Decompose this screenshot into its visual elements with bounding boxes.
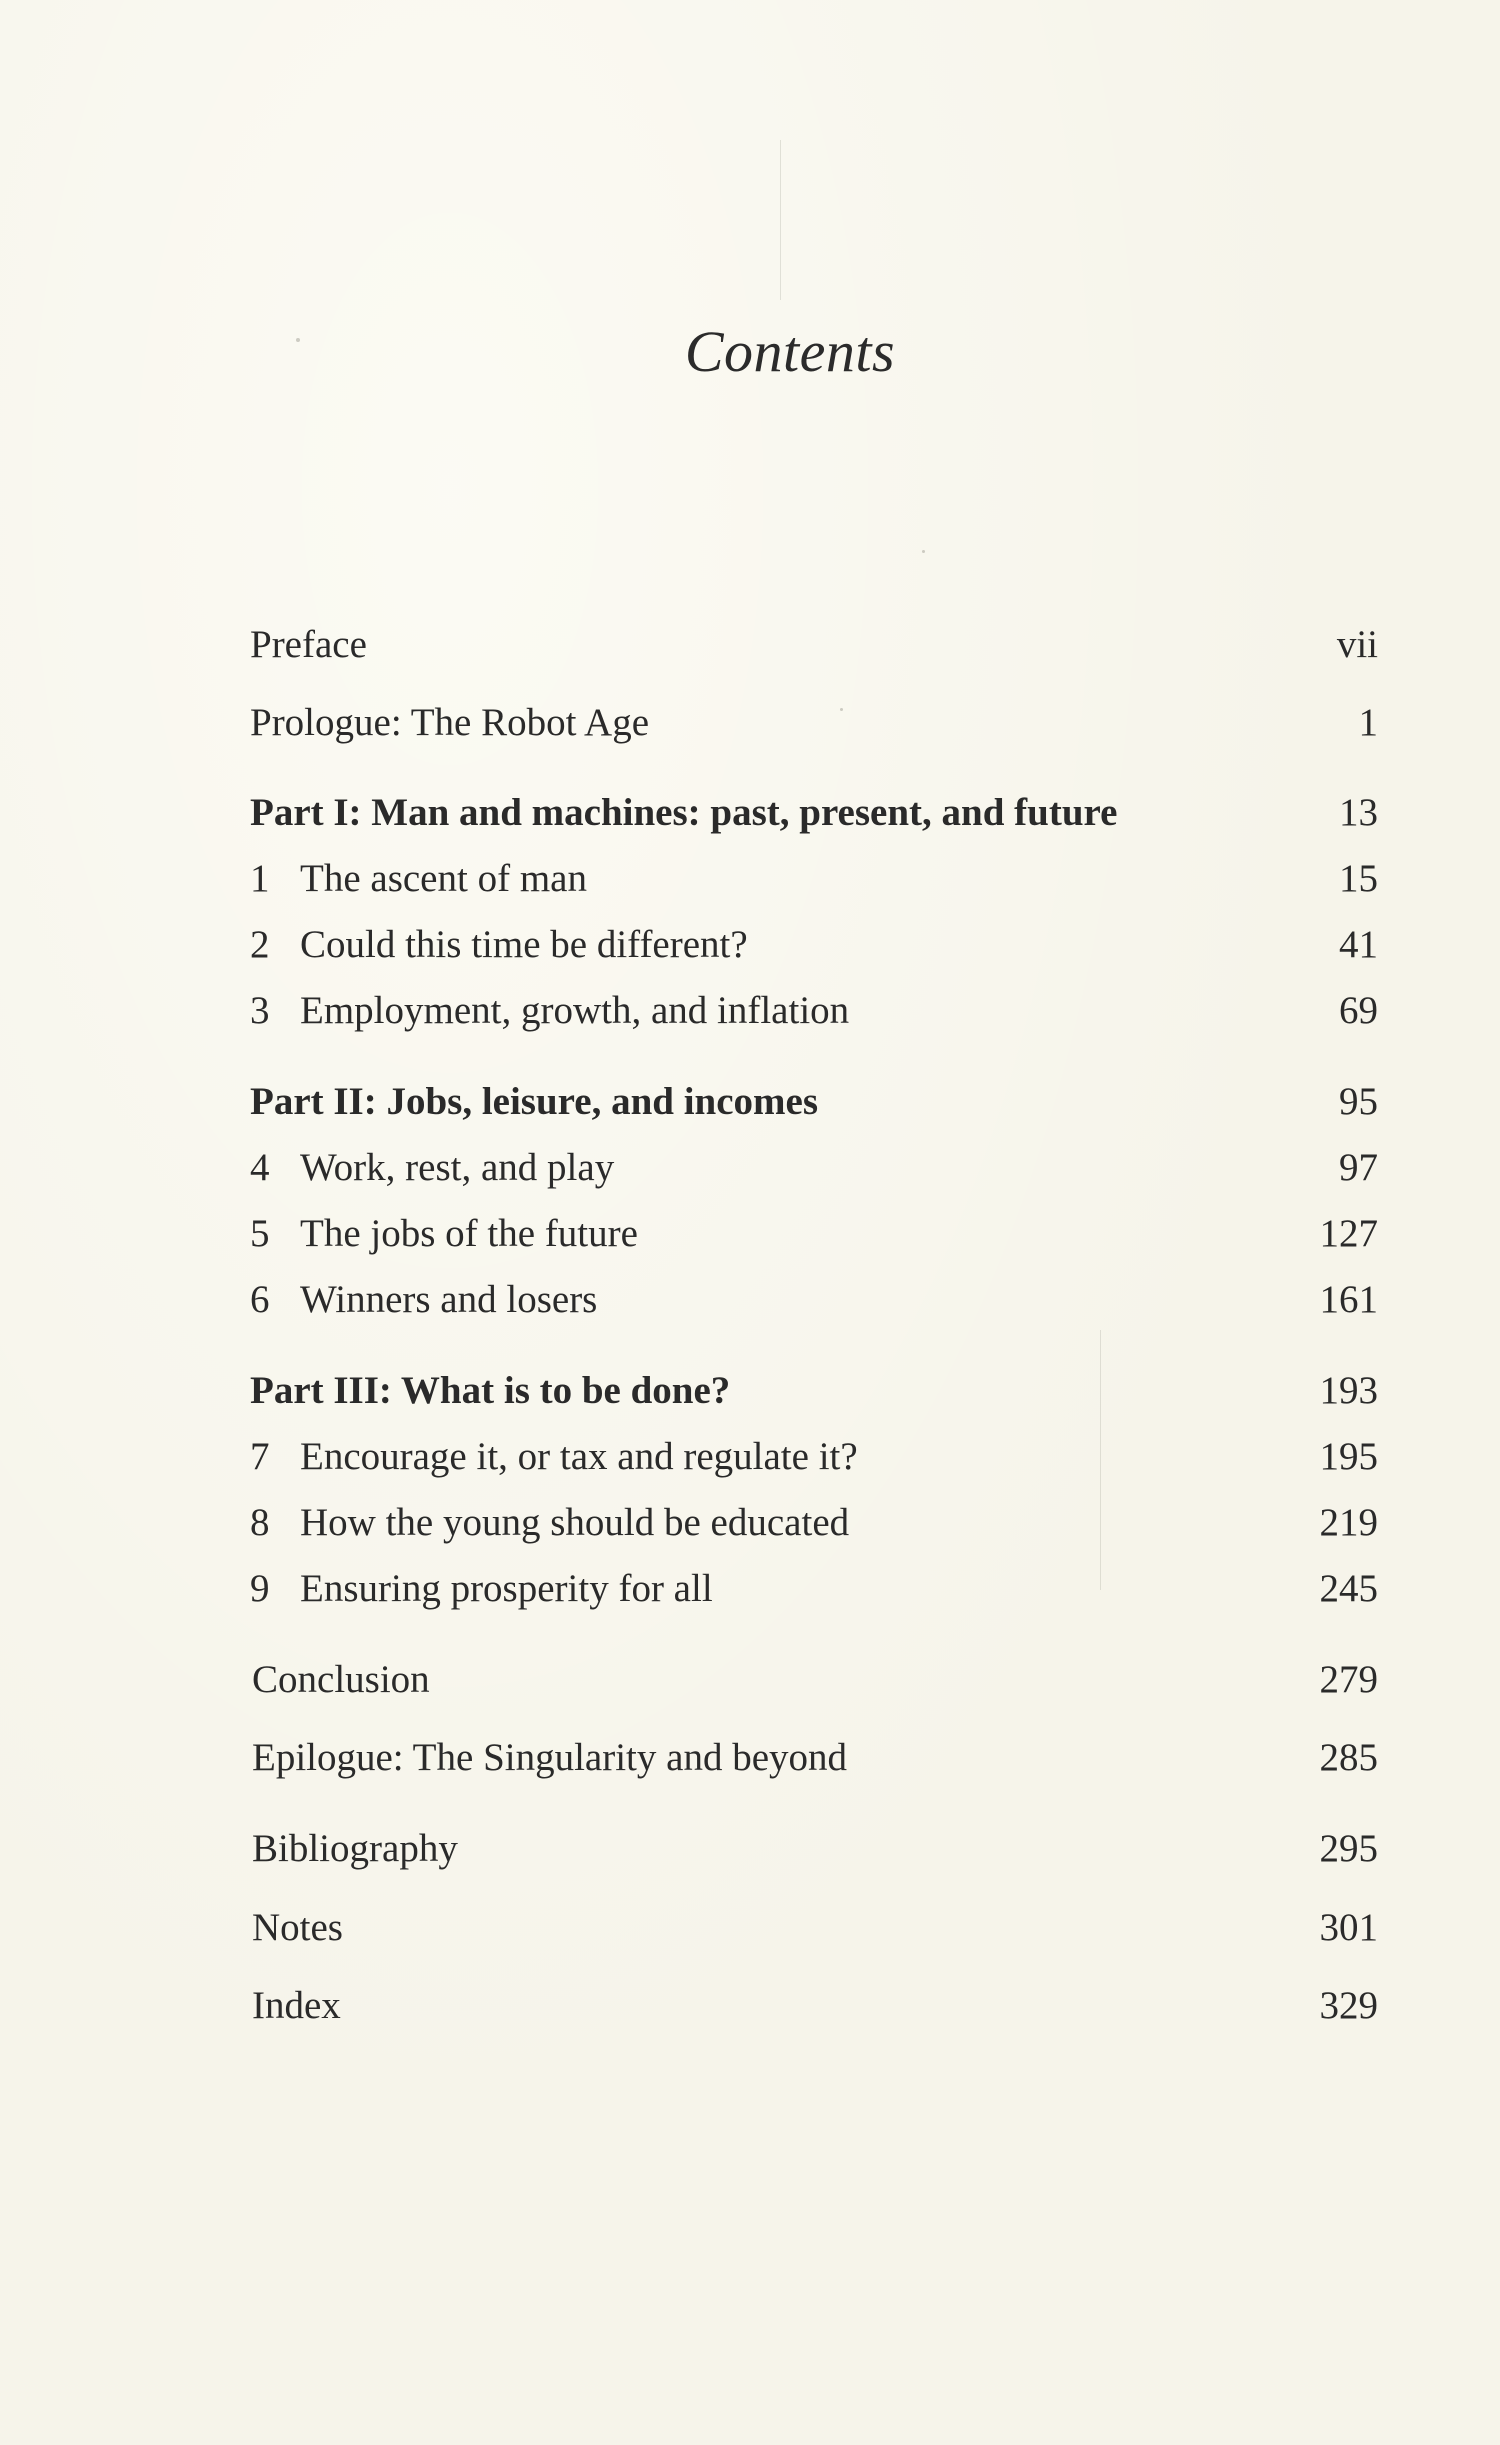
- toc-chapter-1: [250, 849, 1378, 909]
- entry-title: Conclusion: [252, 1658, 430, 1701]
- chapter-title: Work, rest, and play: [300, 1146, 615, 1189]
- entry-title: Preface: [250, 623, 367, 666]
- toc-entry-notes: [250, 1898, 1378, 1958]
- chapter-number: 6: [250, 1278, 270, 1321]
- entry-page-number: 127: [1319, 1212, 1378, 1255]
- entry-page-number: 41: [1339, 923, 1378, 966]
- chapter-number: 8: [250, 1501, 270, 1544]
- chapter-number: 2: [250, 923, 270, 966]
- toc-chapter-8: [250, 1493, 1378, 1553]
- chapter-number: 3: [250, 989, 270, 1032]
- table-of-contents: [250, 0, 1378, 2445]
- chapter-title: Ensuring prosperity for all: [300, 1567, 713, 1610]
- toc-chapter-2: [250, 915, 1378, 975]
- toc-entry-epilogue: [250, 1728, 1378, 1788]
- page-title: Contents: [684, 319, 896, 384]
- chapter-title: The ascent of man: [300, 857, 587, 900]
- toc-part-1: [250, 783, 1378, 843]
- part-title: Part II: Jobs, leisure, and incomes: [250, 1080, 819, 1123]
- entry-page-number: 95: [1339, 1080, 1378, 1123]
- toc-entry-bibliography: [250, 1819, 1378, 1879]
- toc-entry-preface: [250, 615, 1378, 675]
- toc-chapter-6: [250, 1270, 1378, 1330]
- entry-page-number: vii: [1336, 623, 1378, 666]
- entry-page-number: 161: [1319, 1278, 1378, 1321]
- entry-page-number: 195: [1319, 1435, 1378, 1478]
- toc-chapter-9: [250, 1559, 1378, 1619]
- entry-page-number: 97: [1339, 1146, 1378, 1189]
- part-title: Part I: Man and machines: past, present, and future: [250, 791, 1118, 834]
- toc-entry-prologue: [250, 693, 1378, 753]
- chapter-title: The jobs of the future: [300, 1212, 638, 1255]
- chapter-number: 1: [250, 857, 270, 900]
- entry-page-number: 193: [1319, 1369, 1378, 1412]
- chapter-title: Could this time be different?: [300, 923, 748, 966]
- entry-page-number: 15: [1339, 857, 1378, 900]
- toc-chapter-5: [250, 1204, 1378, 1264]
- toc-part-3: [250, 1361, 1378, 1421]
- entry-page-number: 301: [1319, 1906, 1378, 1949]
- toc-chapter-7: [250, 1427, 1378, 1487]
- entry-page-number: 329: [1319, 1984, 1378, 2027]
- entry-page-number: 219: [1319, 1501, 1378, 1544]
- toc-part-2: [250, 1072, 1378, 1132]
- entry-title: Epilogue: The Singularity and beyond: [252, 1736, 848, 1779]
- entry-page-number: 69: [1339, 989, 1378, 1032]
- entry-title: Prologue: The Robot Age: [250, 701, 650, 744]
- chapter-title: Encourage it, or tax and regulate it?: [300, 1435, 858, 1478]
- toc-entry-index: [250, 1976, 1378, 2036]
- part-title: Part III: What is to be done?: [250, 1369, 731, 1412]
- toc-chapter-4: [250, 1138, 1378, 1198]
- chapter-number: 4: [250, 1146, 270, 1189]
- entry-title: Index: [252, 1984, 341, 2027]
- entry-page-number: 13: [1339, 791, 1378, 834]
- entry-page-number: 245: [1319, 1567, 1378, 1610]
- entry-page-number: 295: [1319, 1827, 1378, 1870]
- entry-page-number: 279: [1319, 1658, 1378, 1701]
- entry-title: Notes: [252, 1906, 343, 1949]
- toc-chapter-3: [250, 981, 1378, 1041]
- toc-entry-conclusion: [250, 1650, 1378, 1710]
- chapter-title: Winners and losers: [300, 1278, 598, 1321]
- chapter-title: How the young should be educated: [300, 1501, 850, 1544]
- chapter-title: Employment, growth, and inflation: [300, 989, 850, 1032]
- chapter-number: 5: [250, 1212, 270, 1255]
- entry-page-number: 285: [1319, 1736, 1378, 1779]
- entry-title: Bibliography: [252, 1827, 458, 1870]
- entry-page-number: 1: [1358, 701, 1378, 744]
- chapter-number: 9: [250, 1567, 270, 1610]
- chapter-number: 7: [250, 1435, 270, 1478]
